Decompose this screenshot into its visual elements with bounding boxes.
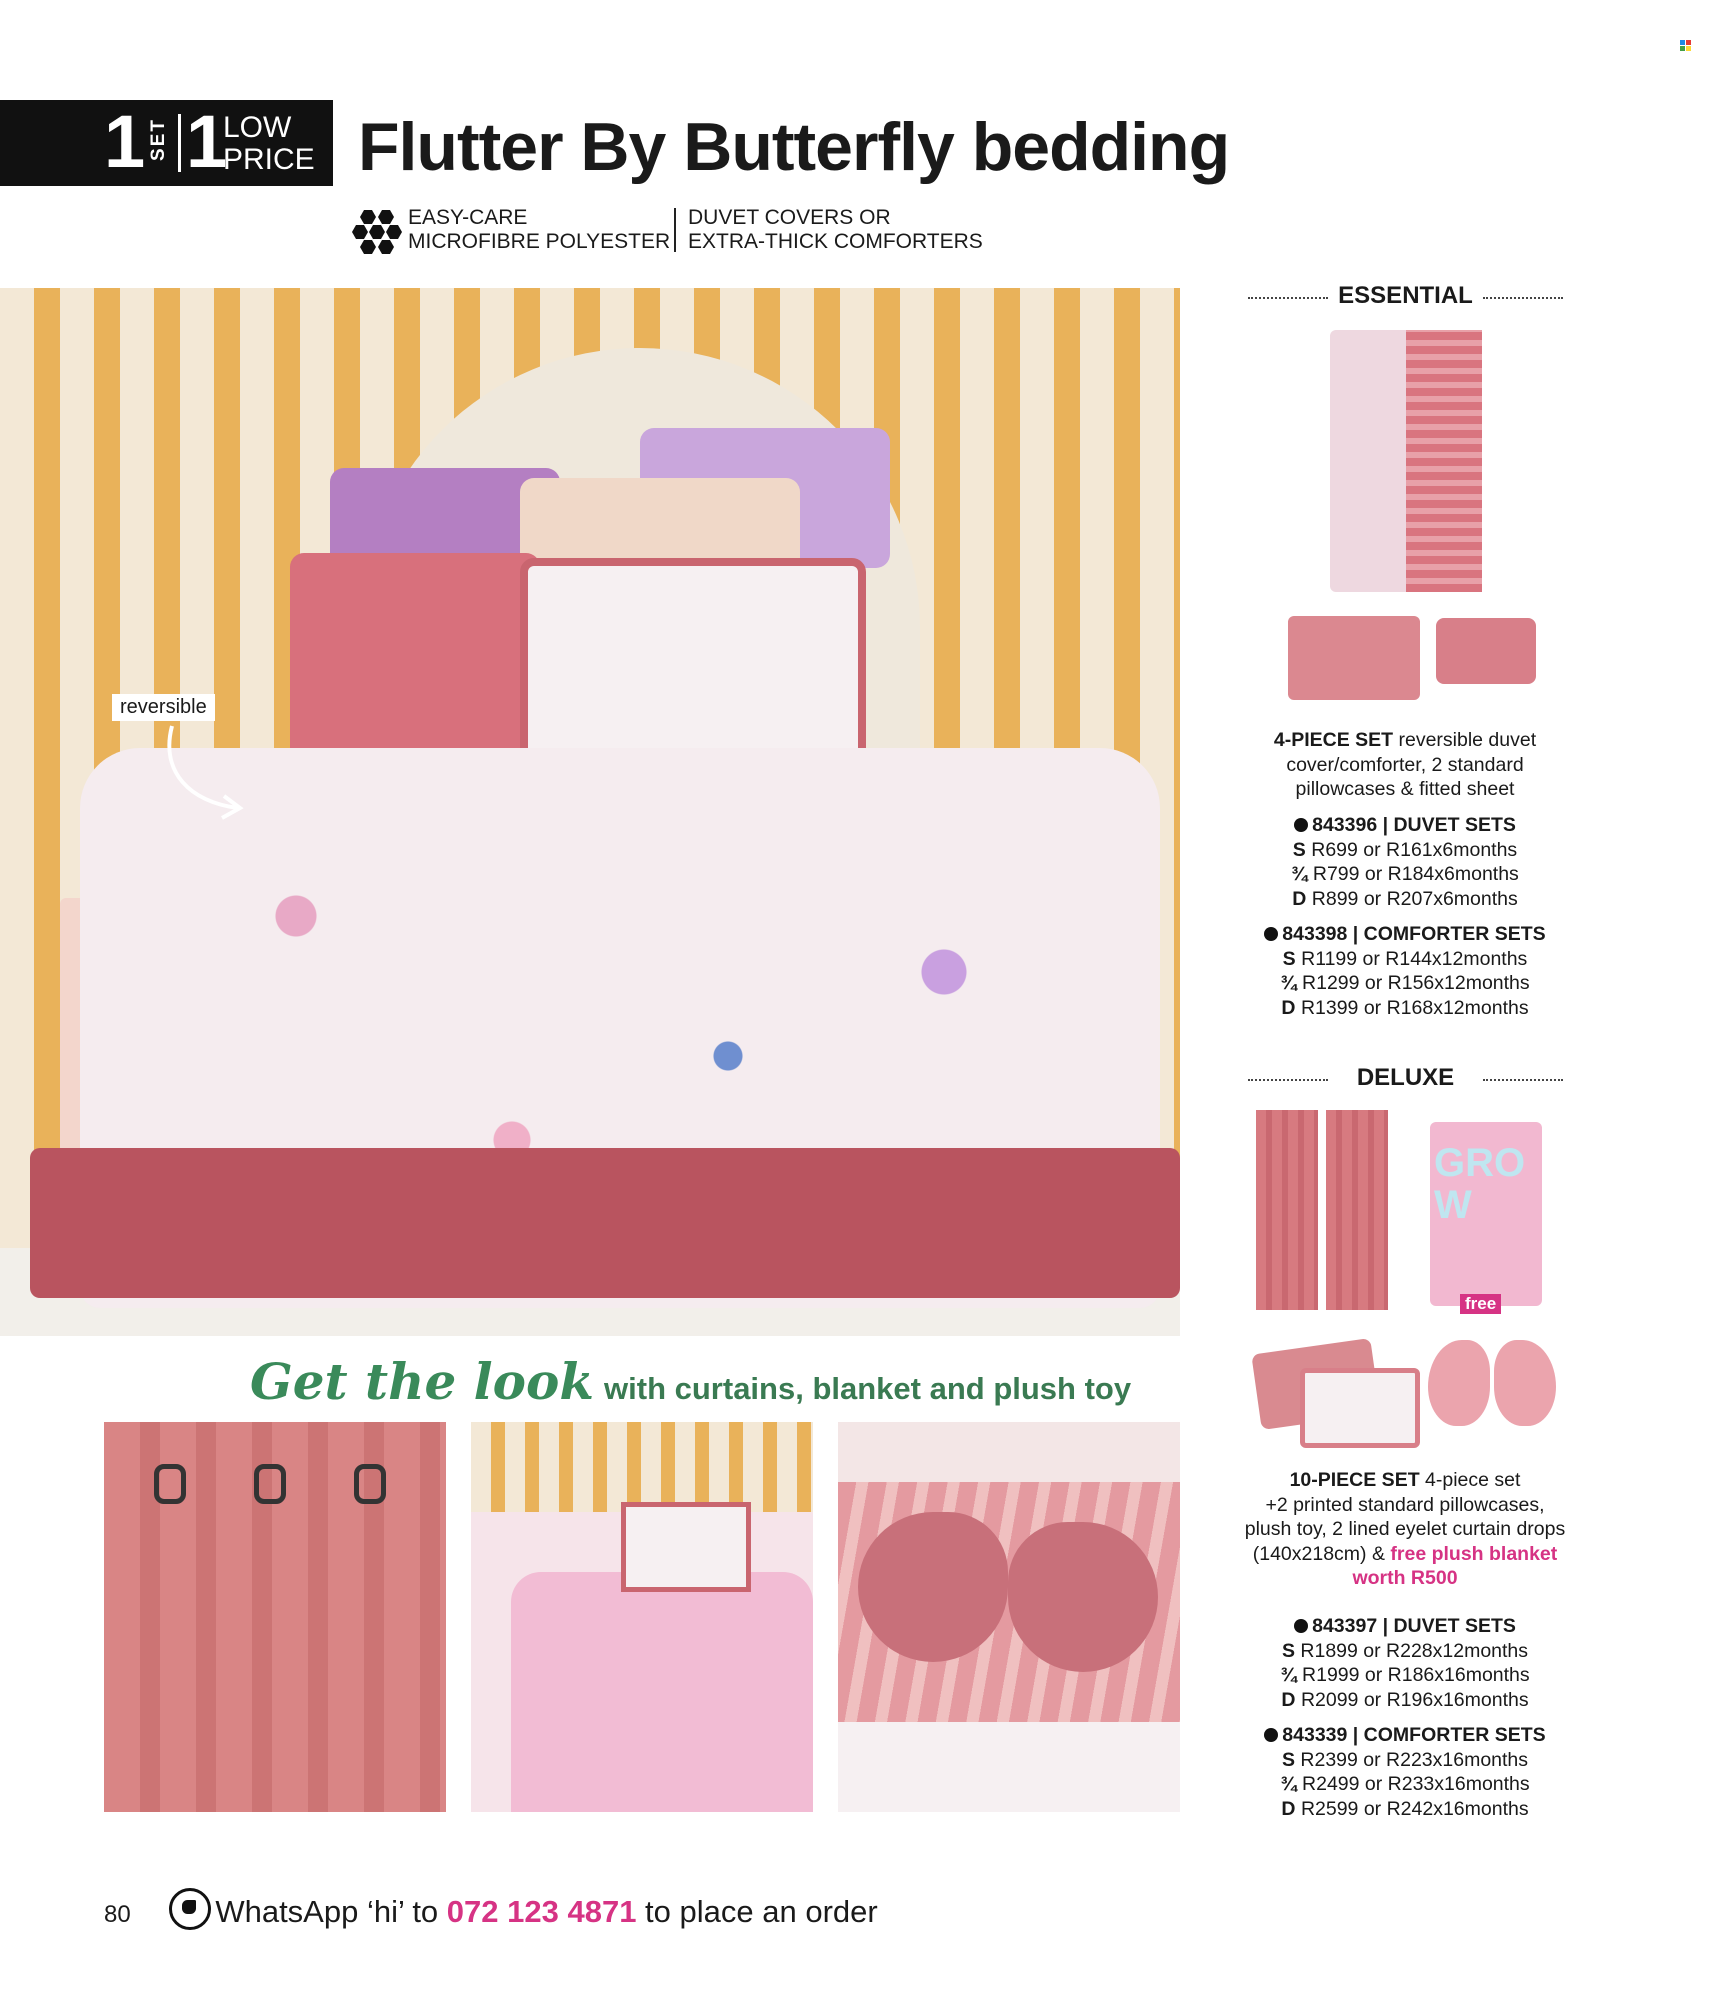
blanket-letters: GROW [1434,1141,1526,1227]
hexagon-cluster-icon [352,210,402,254]
essential-duvet-label: DUVET SETS [1393,814,1516,836]
curtain-photo [104,1422,446,1812]
deluxe-duvet-label: DUVET SETS [1393,1615,1516,1637]
get-the-look-heading [250,1352,1131,1411]
feature-types-line2: EXTRA-THICK COMFORTERS [688,230,983,253]
price-line: R1399 or R168x12months [1300,996,1529,1019]
deluxe-worth: worth R500 [1352,1567,1458,1589]
essential-bedding-image [1330,330,1482,592]
essential-description [1240,728,1570,802]
price-line: R2499 or R233x16months [1302,1773,1530,1795]
essential-heading-text: ESSENTIAL [1338,282,1473,309]
whatsapp-icon [169,1888,211,1930]
plush-toy-photo [838,1422,1180,1812]
badge-divider [178,114,181,172]
deluxe-heading-text: DELUXE [1356,1064,1455,1091]
essential-desc-3: pillowcases & fitted sheet [1295,778,1515,800]
deluxe-description [1220,1468,1590,1591]
reversible-tag: reversible [112,694,215,721]
price-line: R2599 or R242x16months [1300,1797,1529,1820]
badge-low-price [223,112,315,176]
essential-duvet-prices: 843396 | DUVET SETS S R699 or R161x6months ¾ R799 or R184x6months D R899 or R207x6months [1291,814,1519,910]
badge-number-2: 1 [186,100,228,183]
essential-pillowcase-image [1436,618,1536,684]
feature-strip [352,204,1002,256]
footer-text-after: to place an order [636,1894,878,1929]
get-the-look-script: Get the look [250,1352,595,1411]
price-line: R699 or R161x6months [1311,838,1518,861]
deluxe-desc-4a: (140x218cm) & [1252,1542,1391,1565]
deluxe-comforter-code: 843339 [1282,1724,1348,1746]
deluxe-comforter-label: COMFORTER SETS [1363,1724,1546,1746]
essential-heading [1248,282,1563,312]
price-line: R1299 or R156x12months [1302,972,1530,994]
essential-comforter-code: 843398 [1282,923,1348,945]
deluxe-blanket-image [1430,1122,1542,1306]
deluxe-butterfly-toy-image [1428,1340,1556,1430]
deluxe-comforter-prices: 843339 | COMFORTER SETS S R2399 or R223x16months ¾ R2499 or R233x16months D R2599 or R242x16months [1230,1723,1580,1821]
price-line: R2099 or R196x16months [1300,1688,1529,1711]
feature-fabric-line1: EASY-CARE [408,206,528,229]
deluxe-duvet-prices: 843397 | DUVET SETS S R1899 or R228x12months ¾ R1999 or R186x16months D R2099 or R196x16months [1280,1615,1530,1711]
deluxe-heading [1248,1064,1563,1094]
essential-comforter-prices: 843398 | COMFORTER SETS S R1199 or R144x12months ¾ R1299 or R156x12months D R1399 or R168x12months [1240,922,1570,1020]
essential-desc-2: cover/comforter, 2 standard [1286,753,1524,776]
product-code-icon [1264,1728,1278,1742]
essential-desc-bold: 4-PIECE SET [1273,729,1394,751]
deluxe-pillow-image-2 [1300,1368,1420,1448]
essential-desc-1: reversible duvet [1393,729,1537,751]
deluxe-duvet-code: 843397 [1312,1615,1378,1637]
deluxe-curtain-image-1 [1256,1110,1318,1310]
whatsapp-phone-link[interactable]: 072 123 4871 [446,1894,637,1929]
corner-logo-icon [1680,40,1692,52]
footer-text-before: WhatsApp ‘hi’ to [215,1894,447,1929]
deluxe-desc-3: plush toy, 2 lined eyelet curtain drops [1244,1518,1566,1540]
product-code-icon [1294,818,1308,832]
get-the-look-subtitle: with curtains, blanket and plush toy [604,1371,1132,1406]
essential-comforter-label: COMFORTER SETS [1363,923,1546,945]
price-line: R2399 or R223x16months [1300,1748,1529,1771]
badge-set-vertical: SET [148,118,169,161]
bed-closeup-photo [471,1422,813,1812]
badge-number-1: 1 [104,100,146,183]
footer [104,1888,878,1930]
feature-types-line1: DUVET COVERS OR [688,206,891,229]
feature-fabric [408,206,670,254]
price-line: R799 or R184x6months [1312,863,1519,885]
arrow-icon [160,722,250,822]
price-line: R1999 or R186x16months [1302,1664,1530,1686]
feature-fabric-line2: MICROFIBRE POLYESTER [408,230,671,253]
free-tag: free [1460,1294,1501,1314]
deluxe-free-blanket: free plush blanket [1390,1542,1558,1565]
page-number: 80 [104,1901,131,1928]
essential-fitted-sheet-image [1288,616,1420,700]
price-line: R899 or R207x6months [1311,887,1518,910]
deluxe-desc-bold: 10-PIECE SET [1289,1469,1420,1491]
badge-low: LOW [223,111,292,144]
product-code-icon [1294,1619,1308,1633]
deluxe-curtain-image-2 [1326,1110,1388,1310]
essential-duvet-code: 843396 [1312,814,1378,836]
badge-price: PRICE [223,143,315,176]
price-line: R1899 or R228x12months [1300,1639,1529,1662]
comforter-frill [30,1148,1180,1298]
deluxe-desc-1: 4-piece set [1419,1469,1521,1491]
feature-divider [674,208,676,252]
price-line: R1199 or R144x12months [1301,947,1528,970]
pillow-frilled [520,558,866,774]
feature-types [688,206,983,254]
page-title: Flutter By Butterfly bedding [358,109,1230,185]
one-set-one-low-price-badge [0,100,333,186]
product-code-icon [1264,927,1278,941]
deluxe-desc-2: +2 printed standard pillowcases, [1265,1493,1545,1516]
